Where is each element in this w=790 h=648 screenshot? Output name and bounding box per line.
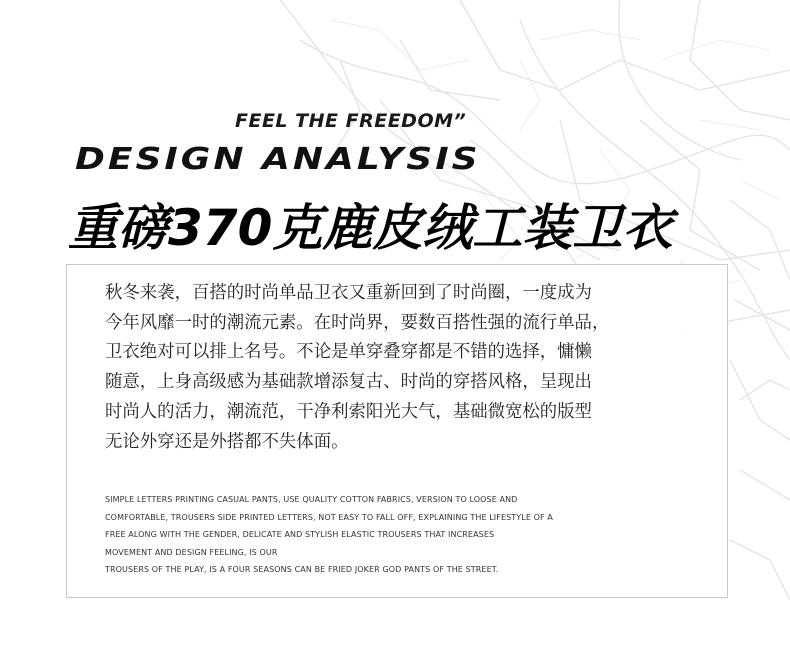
cn-line: 今年风靡一时的潮流元素。在时尚界，要数百搭性强的流行单品， bbox=[105, 312, 610, 333]
product-title: 重磅370克鹿皮绒工装卫衣 bbox=[68, 199, 673, 257]
english-description bbox=[105, 491, 705, 579]
description-box bbox=[66, 264, 728, 598]
cn-line: 无论外穿还是外搭都不失体面。 bbox=[105, 431, 349, 452]
headline: DESIGN ANALYSIS bbox=[75, 142, 481, 177]
en-line: MOVEMENT AND DESIGN FEELING, IS OUR bbox=[105, 547, 278, 557]
cn-line: 时尚人的活力，潮流范，干净利索阳光大气，基础微宽松的版型 bbox=[105, 401, 592, 422]
tagline: FEEL THE FREEDOM” bbox=[235, 110, 467, 132]
cn-line: 卫衣绝对可以排上名号。不论是单穿叠穿都是不错的选择，慵懒 bbox=[105, 342, 592, 363]
en-line: TROUSERS OF THE PLAY, IS A FOUR SEASONS CAN BE FRIED JOKER GOD PANTS OF THE STREET. bbox=[105, 565, 499, 574]
cn-line: 秋冬来袭，百搭的时尚单品卫衣又重新回到了时尚圈，一度成为 bbox=[105, 283, 592, 303]
en-line: FREE ALONG WITH THE GENDER, DELICATE AND STYLISH ELASTIC TROUSERS THAT INCREASES bbox=[105, 530, 495, 539]
en-line: COMFORTABLE, TROUSERS SIDE PRINTED LETTERS, NOT EASY TO FALL OFF, EXPLAINING THE LIFESTYLE OF A bbox=[105, 512, 553, 522]
cn-line: 随意，上身高级感为基础款增添复古、时尚的穿搭风格，呈现出 bbox=[105, 372, 592, 393]
chinese-description bbox=[105, 279, 697, 457]
en-line: SIMPLE LETTERS PRINTING CASUAL PANTS, USE QUALITY COTTON FABRICS, VERSION TO LOOSE AND bbox=[105, 495, 518, 504]
